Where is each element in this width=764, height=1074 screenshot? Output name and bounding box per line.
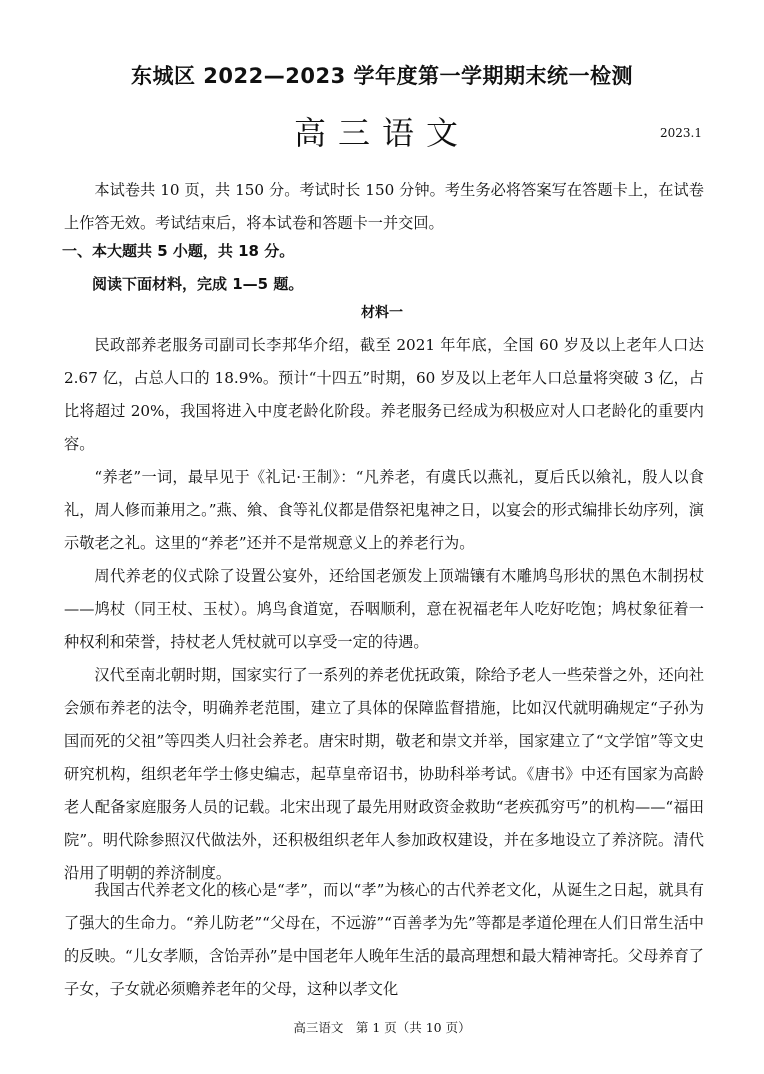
material-paragraph-4: 汉代至南北朝时期，国家实行了一系列的养老优抚政策，除给予老人一些荣誉之外，还向社会颁布养老的法令，明确养老范围，建立了具体的保障监督措施，比如汉代就明确规定“子孙为国而死的父祖”等四类人归社会养老。唐宋时期，敬老和崇文并举，国家建立了“文学馆”等文史研究机构，组织老年学士修史编志，起草皇帝诏书，协助科举考试。《唐书》中还有国家为高龄老人配备家庭服务人员的记载。北宋出现了最先用财政资金救助“老疾孤穷丐”的机构——“福田院”。明代除参照汉代做法外，还积极组织老年人参加政权建设，并在多地设立了养济院。清代沿用了明朝的养济制度。 <box>64 666 704 882</box>
material-paragraph-2: “养老”一词，最早见于《礼记·王制》：“凡养老，有虞氏以燕礼，夏后氏以飨礼，殷人以食礼，周人修而兼用之。”燕、飨、食等礼仪都是借祭祀鬼神之日，以宴会的形式编排长幼序列，演示敬老之礼。这里的“养老”还并不是常规意义上的养老行为。 <box>64 468 704 552</box>
exam-date: 2023.1 <box>660 126 702 140</box>
material-title: 材料一 <box>361 305 403 321</box>
material-paragraph-5: 我国古代养老文化的核心是“孝”，而以“孝”为核心的古代养老文化，从诞生之日起，就具有了强大的生命力。“养儿防老”“父母在，不远游”“百善孝为先”等都是孝道伦理在人们日常生活中的反映。“儿女孝顺，含饴弄孙”是中国老年人晚年生活的最高理想和最大精神寄托。父母养育了子女，子女就必须赡养老年的父母，这种以孝文化 <box>64 881 704 998</box>
material-paragraph-3: 周代养老的仪式除了设置公宴外，还给国老颁发上顶端镶有木雕鸠鸟形状的黑色木制拐杖——鸠杖（同王杖、玉杖）。鸠鸟食道宽，吞咽顺利，意在祝福老年人吃好吃饱；鸠杖象征着一种权利和荣誉，持杖老人凭杖就可以享受一定的待遇。 <box>64 567 704 651</box>
exam-title: 东城区 2022—2023 学年度第一学期期末统一检测 <box>130 64 633 88</box>
subject-row <box>0 108 764 152</box>
exam-instructions: 本试卷共 10 页，共 150 分。考试时长 150 分钟。考生务必将答案写在答题卡上，在试卷上作答无效。考试结束后，将本试卷和答题卡一并交回。 <box>64 181 704 232</box>
section-instruction: 阅读下面材料，完成 1—5 题。 <box>92 275 304 293</box>
section-heading: 一、本大题共 5 小题，共 18 分。 <box>62 242 295 260</box>
subject-title: 高三语文 <box>293 114 470 152</box>
page-footer: 高三语文 第 1 页（共 10 页） <box>293 1020 471 1035</box>
material-paragraph-1: 民政部养老服务司副司长李邦华介绍，截至 2021 年年底，全国 60 岁及以上老年人口达 2.67 亿，占总人口的 18.9%。预计“十四五”时期，60 岁及以上老年人口总量将突破 3 亿，占比将超过 20%，我国将进入中度老龄化阶段。养老服务已经成为积极应对人口老龄化的重要内容。 <box>64 336 704 453</box>
